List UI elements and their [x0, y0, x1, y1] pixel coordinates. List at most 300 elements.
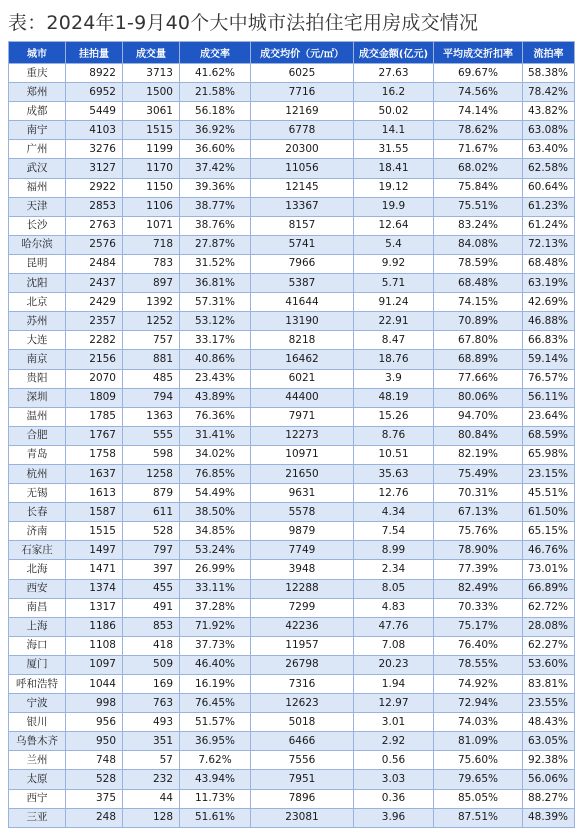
cell-fail-rate: 63.40%: [523, 140, 575, 159]
cell-fail-rate: 76.57%: [523, 369, 575, 388]
table-row: [9, 83, 575, 102]
cell-amount: 31.55: [354, 140, 434, 159]
cell-amount: 3.96: [354, 808, 434, 827]
cell-fail-rate: 72.13%: [523, 235, 575, 254]
cell-listed: 1044: [66, 675, 123, 694]
cell-amount: 14.1: [354, 121, 434, 140]
table-row: [9, 121, 575, 140]
cell-sold: 1252: [123, 312, 180, 331]
cell-sale-rate: 41.62%: [180, 64, 251, 83]
cell-sold: 757: [123, 331, 180, 350]
cell-city: 乌鲁木齐: [9, 732, 66, 751]
cell-amount: 3.03: [354, 770, 434, 789]
cell-city: 广州: [9, 140, 66, 159]
table-row: [9, 732, 575, 751]
cell-fail-rate: 62.72%: [523, 598, 575, 617]
cell-city: 武汉: [9, 159, 66, 178]
cell-avg-price: 11056: [251, 159, 354, 178]
cell-fail-rate: 62.58%: [523, 159, 575, 178]
cell-amount: 18.76: [354, 350, 434, 369]
cell-city: 呼和浩特: [9, 675, 66, 694]
cell-sold: 57: [123, 751, 180, 770]
header-discount: 平均成交折扣率: [434, 42, 523, 64]
cell-city: 北海: [9, 560, 66, 579]
cell-sold: 351: [123, 732, 180, 751]
cell-fail-rate: 43.82%: [523, 102, 575, 121]
cell-sold: 783: [123, 254, 180, 273]
table-row: [9, 102, 575, 121]
cell-sale-rate: 57.31%: [180, 293, 251, 312]
cell-discount: 79.65%: [434, 770, 523, 789]
cell-fail-rate: 45.51%: [523, 484, 575, 503]
table-row: [9, 522, 575, 541]
cell-fail-rate: 56.11%: [523, 388, 575, 407]
cell-sale-rate: 43.94%: [180, 770, 251, 789]
page-title: 表：2024年1-9月40个大中城市法拍住宅用房成交情况: [8, 12, 479, 34]
cell-listed: 998: [66, 694, 123, 713]
cell-sold: 1500: [123, 83, 180, 102]
table-row: [9, 445, 575, 464]
table-row: [9, 789, 575, 808]
cell-city: 贵阳: [9, 369, 66, 388]
cell-fail-rate: 46.76%: [523, 541, 575, 560]
cell-sold: 397: [123, 560, 180, 579]
cell-amount: 9.92: [354, 254, 434, 273]
cell-sale-rate: 71.92%: [180, 617, 251, 636]
cell-avg-price: 12273: [251, 426, 354, 445]
table-row: [9, 713, 575, 732]
table-row: [9, 636, 575, 655]
cell-listed: 2437: [66, 274, 123, 293]
cell-amount: 47.76: [354, 617, 434, 636]
cell-sale-rate: 38.77%: [180, 197, 251, 216]
cell-fail-rate: 61.23%: [523, 197, 575, 216]
cell-city: 北京: [9, 293, 66, 312]
cell-city: 宁波: [9, 694, 66, 713]
cell-amount: 27.63: [354, 64, 434, 83]
table-row: [9, 350, 575, 369]
cell-amount: 35.63: [354, 464, 434, 483]
cell-fail-rate: 73.01%: [523, 560, 575, 579]
cell-sale-rate: 31.52%: [180, 254, 251, 273]
cell-avg-price: 7966: [251, 254, 354, 273]
cell-listed: 2853: [66, 197, 123, 216]
cell-avg-price: 10971: [251, 445, 354, 464]
cell-fail-rate: 61.50%: [523, 503, 575, 522]
cell-city: 南昌: [9, 598, 66, 617]
cell-discount: 77.39%: [434, 560, 523, 579]
cell-sale-rate: 34.02%: [180, 445, 251, 464]
cell-discount: 94.70%: [434, 407, 523, 426]
cell-listed: 1317: [66, 598, 123, 617]
cell-sale-rate: 37.28%: [180, 598, 251, 617]
cell-city: 大连: [9, 331, 66, 350]
cell-listed: 1497: [66, 541, 123, 560]
cell-sold: 1515: [123, 121, 180, 140]
cell-discount: 78.62%: [434, 121, 523, 140]
cell-fail-rate: 53.60%: [523, 655, 575, 674]
cell-discount: 75.76%: [434, 522, 523, 541]
cell-sale-rate: 53.12%: [180, 312, 251, 331]
table-row: [9, 407, 575, 426]
cell-listed: 2070: [66, 369, 123, 388]
cell-city: 西安: [9, 579, 66, 598]
cell-discount: 80.06%: [434, 388, 523, 407]
cell-discount: 87.51%: [434, 808, 523, 827]
cell-amount: 2.92: [354, 732, 434, 751]
cell-discount: 81.09%: [434, 732, 523, 751]
data-table-container: [8, 41, 574, 828]
cell-discount: 75.84%: [434, 178, 523, 197]
header-fail-rate: 流拍率: [523, 42, 575, 64]
cell-city: 福州: [9, 178, 66, 197]
cell-city: 郑州: [9, 83, 66, 102]
cell-listed: 6952: [66, 83, 123, 102]
cell-amount: 12.64: [354, 216, 434, 235]
cell-avg-price: 13367: [251, 197, 354, 216]
cell-avg-price: 12145: [251, 178, 354, 197]
cell-listed: 1613: [66, 484, 123, 503]
cell-amount: 0.56: [354, 751, 434, 770]
cell-sold: 1150: [123, 178, 180, 197]
cell-city: 杭州: [9, 464, 66, 483]
cell-discount: 74.15%: [434, 293, 523, 312]
cell-discount: 83.24%: [434, 216, 523, 235]
cell-listed: 528: [66, 770, 123, 789]
cell-amount: 4.83: [354, 598, 434, 617]
cell-listed: 2763: [66, 216, 123, 235]
cell-listed: 1785: [66, 407, 123, 426]
cell-discount: 71.67%: [434, 140, 523, 159]
cell-fail-rate: 23.64%: [523, 407, 575, 426]
cell-listed: 248: [66, 808, 123, 827]
cell-city: 长春: [9, 503, 66, 522]
cell-sale-rate: 7.62%: [180, 751, 251, 770]
cell-fail-rate: 78.42%: [523, 83, 575, 102]
table-row: [9, 369, 575, 388]
cell-avg-price: 12288: [251, 579, 354, 598]
cell-amount: 8.47: [354, 331, 434, 350]
cell-amount: 5.71: [354, 274, 434, 293]
cell-discount: 67.13%: [434, 503, 523, 522]
cell-amount: 20.23: [354, 655, 434, 674]
cell-city: 三亚: [9, 808, 66, 827]
cell-listed: 1186: [66, 617, 123, 636]
cell-avg-price: 9879: [251, 522, 354, 541]
table-row: [9, 178, 575, 197]
cell-avg-price: 8218: [251, 331, 354, 350]
header-sold: 成交量: [123, 42, 180, 64]
cell-amount: 3.9: [354, 369, 434, 388]
cell-avg-price: 42236: [251, 617, 354, 636]
cell-fail-rate: 58.38%: [523, 64, 575, 83]
cell-sold: 611: [123, 503, 180, 522]
table-row: [9, 541, 575, 560]
cell-discount: 74.03%: [434, 713, 523, 732]
cell-listed: 3127: [66, 159, 123, 178]
cell-sold: 232: [123, 770, 180, 789]
table-row: [9, 484, 575, 503]
cell-avg-price: 3948: [251, 560, 354, 579]
table-row: [9, 617, 575, 636]
cell-city: 苏州: [9, 312, 66, 331]
cell-fail-rate: 88.27%: [523, 789, 575, 808]
table-row: [9, 770, 575, 789]
cell-sold: 44: [123, 789, 180, 808]
cell-amount: 8.05: [354, 579, 434, 598]
cell-amount: 8.99: [354, 541, 434, 560]
cell-sale-rate: 23.43%: [180, 369, 251, 388]
cell-discount: 77.66%: [434, 369, 523, 388]
table-row: [9, 197, 575, 216]
cell-fail-rate: 83.81%: [523, 675, 575, 694]
cell-listed: 1108: [66, 636, 123, 655]
cell-sale-rate: 36.60%: [180, 140, 251, 159]
table-row: [9, 331, 575, 350]
cell-city: 长沙: [9, 216, 66, 235]
cell-city: 银川: [9, 713, 66, 732]
cell-amount: 8.76: [354, 426, 434, 445]
header-listed: 挂拍量: [66, 42, 123, 64]
cell-amount: 16.2: [354, 83, 434, 102]
cell-sale-rate: 27.87%: [180, 235, 251, 254]
cell-avg-price: 7749: [251, 541, 354, 560]
cell-sale-rate: 46.40%: [180, 655, 251, 674]
cell-sale-rate: 37.73%: [180, 636, 251, 655]
cell-sale-rate: 37.42%: [180, 159, 251, 178]
cell-sold: 485: [123, 369, 180, 388]
cell-avg-price: 11957: [251, 636, 354, 655]
table-row: [9, 598, 575, 617]
cell-listed: 2484: [66, 254, 123, 273]
cell-sale-rate: 38.76%: [180, 216, 251, 235]
cell-sale-rate: 11.73%: [180, 789, 251, 808]
cell-amount: 7.08: [354, 636, 434, 655]
cell-avg-price: 23081: [251, 808, 354, 827]
cell-fail-rate: 62.27%: [523, 636, 575, 655]
cell-city: 南京: [9, 350, 66, 369]
cell-sold: 1071: [123, 216, 180, 235]
cell-listed: 1374: [66, 579, 123, 598]
cell-discount: 78.90%: [434, 541, 523, 560]
cell-avg-price: 16462: [251, 350, 354, 369]
cell-sale-rate: 76.36%: [180, 407, 251, 426]
cell-sale-rate: 16.19%: [180, 675, 251, 694]
cell-city: 兰州: [9, 751, 66, 770]
table-row: [9, 388, 575, 407]
cell-amount: 5.4: [354, 235, 434, 254]
cell-amount: 12.76: [354, 484, 434, 503]
cell-listed: 1587: [66, 503, 123, 522]
cell-fail-rate: 66.83%: [523, 331, 575, 350]
cell-avg-price: 7951: [251, 770, 354, 789]
cell-amount: 19.12: [354, 178, 434, 197]
cell-amount: 10.51: [354, 445, 434, 464]
cell-sold: 455: [123, 579, 180, 598]
cell-listed: 2576: [66, 235, 123, 254]
cell-sold: 1106: [123, 197, 180, 216]
cell-fail-rate: 65.15%: [523, 522, 575, 541]
cell-sold: 418: [123, 636, 180, 655]
cell-sold: 1392: [123, 293, 180, 312]
cell-listed: 956: [66, 713, 123, 732]
table-row: [9, 464, 575, 483]
cell-sold: 1258: [123, 464, 180, 483]
cell-discount: 75.49%: [434, 464, 523, 483]
cell-sold: 718: [123, 235, 180, 254]
cell-sold: 881: [123, 350, 180, 369]
cell-amount: 91.24: [354, 293, 434, 312]
cell-city: 天津: [9, 197, 66, 216]
cell-avg-price: 7896: [251, 789, 354, 808]
cell-avg-price: 8157: [251, 216, 354, 235]
cell-discount: 75.17%: [434, 617, 523, 636]
cell-fail-rate: 42.69%: [523, 293, 575, 312]
cell-avg-price: 12169: [251, 102, 354, 121]
table-body: [9, 64, 575, 828]
table-row: [9, 235, 575, 254]
header-city: 城市: [9, 42, 66, 64]
cell-avg-price: 44400: [251, 388, 354, 407]
cell-listed: 950: [66, 732, 123, 751]
cell-listed: 1515: [66, 522, 123, 541]
cell-discount: 69.67%: [434, 64, 523, 83]
cell-sale-rate: 34.85%: [180, 522, 251, 541]
cell-amount: 1.94: [354, 675, 434, 694]
cell-discount: 67.80%: [434, 331, 523, 350]
cell-fail-rate: 68.59%: [523, 426, 575, 445]
cell-sold: 128: [123, 808, 180, 827]
cell-sale-rate: 54.49%: [180, 484, 251, 503]
cell-city: 哈尔滨: [9, 235, 66, 254]
table-row: [9, 503, 575, 522]
cell-sale-rate: 38.50%: [180, 503, 251, 522]
cell-amount: 7.54: [354, 522, 434, 541]
cell-city: 昆明: [9, 254, 66, 273]
table-row: [9, 312, 575, 331]
cell-discount: 82.49%: [434, 579, 523, 598]
cell-fail-rate: 60.64%: [523, 178, 575, 197]
cell-avg-price: 21650: [251, 464, 354, 483]
cell-avg-price: 7316: [251, 675, 354, 694]
cell-fail-rate: 63.05%: [523, 732, 575, 751]
cell-sold: 3061: [123, 102, 180, 121]
cell-listed: 8922: [66, 64, 123, 83]
cell-discount: 85.05%: [434, 789, 523, 808]
cell-amount: 12.97: [354, 694, 434, 713]
cell-avg-price: 6466: [251, 732, 354, 751]
cell-sale-rate: 26.99%: [180, 560, 251, 579]
cell-fail-rate: 56.06%: [523, 770, 575, 789]
cell-discount: 72.94%: [434, 694, 523, 713]
cell-discount: 78.55%: [434, 655, 523, 674]
cell-listed: 3276: [66, 140, 123, 159]
cell-city: 成都: [9, 102, 66, 121]
cell-listed: 2156: [66, 350, 123, 369]
cell-sold: 1170: [123, 159, 180, 178]
cell-avg-price: 5018: [251, 713, 354, 732]
table-row: [9, 560, 575, 579]
cell-city: 上海: [9, 617, 66, 636]
cell-sale-rate: 40.86%: [180, 350, 251, 369]
cell-sale-rate: 43.89%: [180, 388, 251, 407]
header-row: [9, 42, 575, 64]
cell-sold: 169: [123, 675, 180, 694]
cell-sale-rate: 33.11%: [180, 579, 251, 598]
cell-sold: 853: [123, 617, 180, 636]
cell-sale-rate: 76.85%: [180, 464, 251, 483]
cell-city: 石家庄: [9, 541, 66, 560]
table-row: [9, 675, 575, 694]
cell-sale-rate: 31.41%: [180, 426, 251, 445]
cell-amount: 19.9: [354, 197, 434, 216]
cell-listed: 5449: [66, 102, 123, 121]
cell-avg-price: 12623: [251, 694, 354, 713]
table-row: [9, 655, 575, 674]
cell-listed: 375: [66, 789, 123, 808]
cell-avg-price: 6021: [251, 369, 354, 388]
cell-fail-rate: 92.38%: [523, 751, 575, 770]
cell-city: 合肥: [9, 426, 66, 445]
cell-avg-price: 7299: [251, 598, 354, 617]
cell-sold: 763: [123, 694, 180, 713]
cell-city: 济南: [9, 522, 66, 541]
cell-sold: 3713: [123, 64, 180, 83]
cell-listed: 2429: [66, 293, 123, 312]
cell-discount: 80.84%: [434, 426, 523, 445]
cell-avg-price: 5578: [251, 503, 354, 522]
cell-discount: 75.60%: [434, 751, 523, 770]
cell-city: 西宁: [9, 789, 66, 808]
cell-listed: 1097: [66, 655, 123, 674]
cell-discount: 74.92%: [434, 675, 523, 694]
cell-avg-price: 7971: [251, 407, 354, 426]
cell-sold: 879: [123, 484, 180, 503]
cell-avg-price: 6778: [251, 121, 354, 140]
cell-sale-rate: 36.92%: [180, 121, 251, 140]
cell-fail-rate: 46.88%: [523, 312, 575, 331]
cell-listed: 2922: [66, 178, 123, 197]
header-avg-price: 成交均价（元/㎡）: [251, 42, 354, 64]
cell-sold: 509: [123, 655, 180, 674]
cell-avg-price: 20300: [251, 140, 354, 159]
cell-sold: 1363: [123, 407, 180, 426]
cell-fail-rate: 28.08%: [523, 617, 575, 636]
cell-listed: 748: [66, 751, 123, 770]
cell-sale-rate: 33.17%: [180, 331, 251, 350]
cell-fail-rate: 66.89%: [523, 579, 575, 598]
table-row: [9, 579, 575, 598]
cell-listed: 2357: [66, 312, 123, 331]
cell-amount: 50.02: [354, 102, 434, 121]
cell-discount: 76.40%: [434, 636, 523, 655]
cell-city: 厦门: [9, 655, 66, 674]
cell-city: 太原: [9, 770, 66, 789]
cell-discount: 82.19%: [434, 445, 523, 464]
cell-fail-rate: 68.48%: [523, 254, 575, 273]
cell-sold: 1199: [123, 140, 180, 159]
cell-fail-rate: 59.14%: [523, 350, 575, 369]
cell-avg-price: 26798: [251, 655, 354, 674]
cell-sold: 528: [123, 522, 180, 541]
cell-amount: 48.19: [354, 388, 434, 407]
cell-city: 深圳: [9, 388, 66, 407]
cell-city: 青岛: [9, 445, 66, 464]
cell-fail-rate: 48.43%: [523, 713, 575, 732]
cell-sold: 493: [123, 713, 180, 732]
cell-sale-rate: 51.61%: [180, 808, 251, 827]
cell-discount: 68.48%: [434, 274, 523, 293]
